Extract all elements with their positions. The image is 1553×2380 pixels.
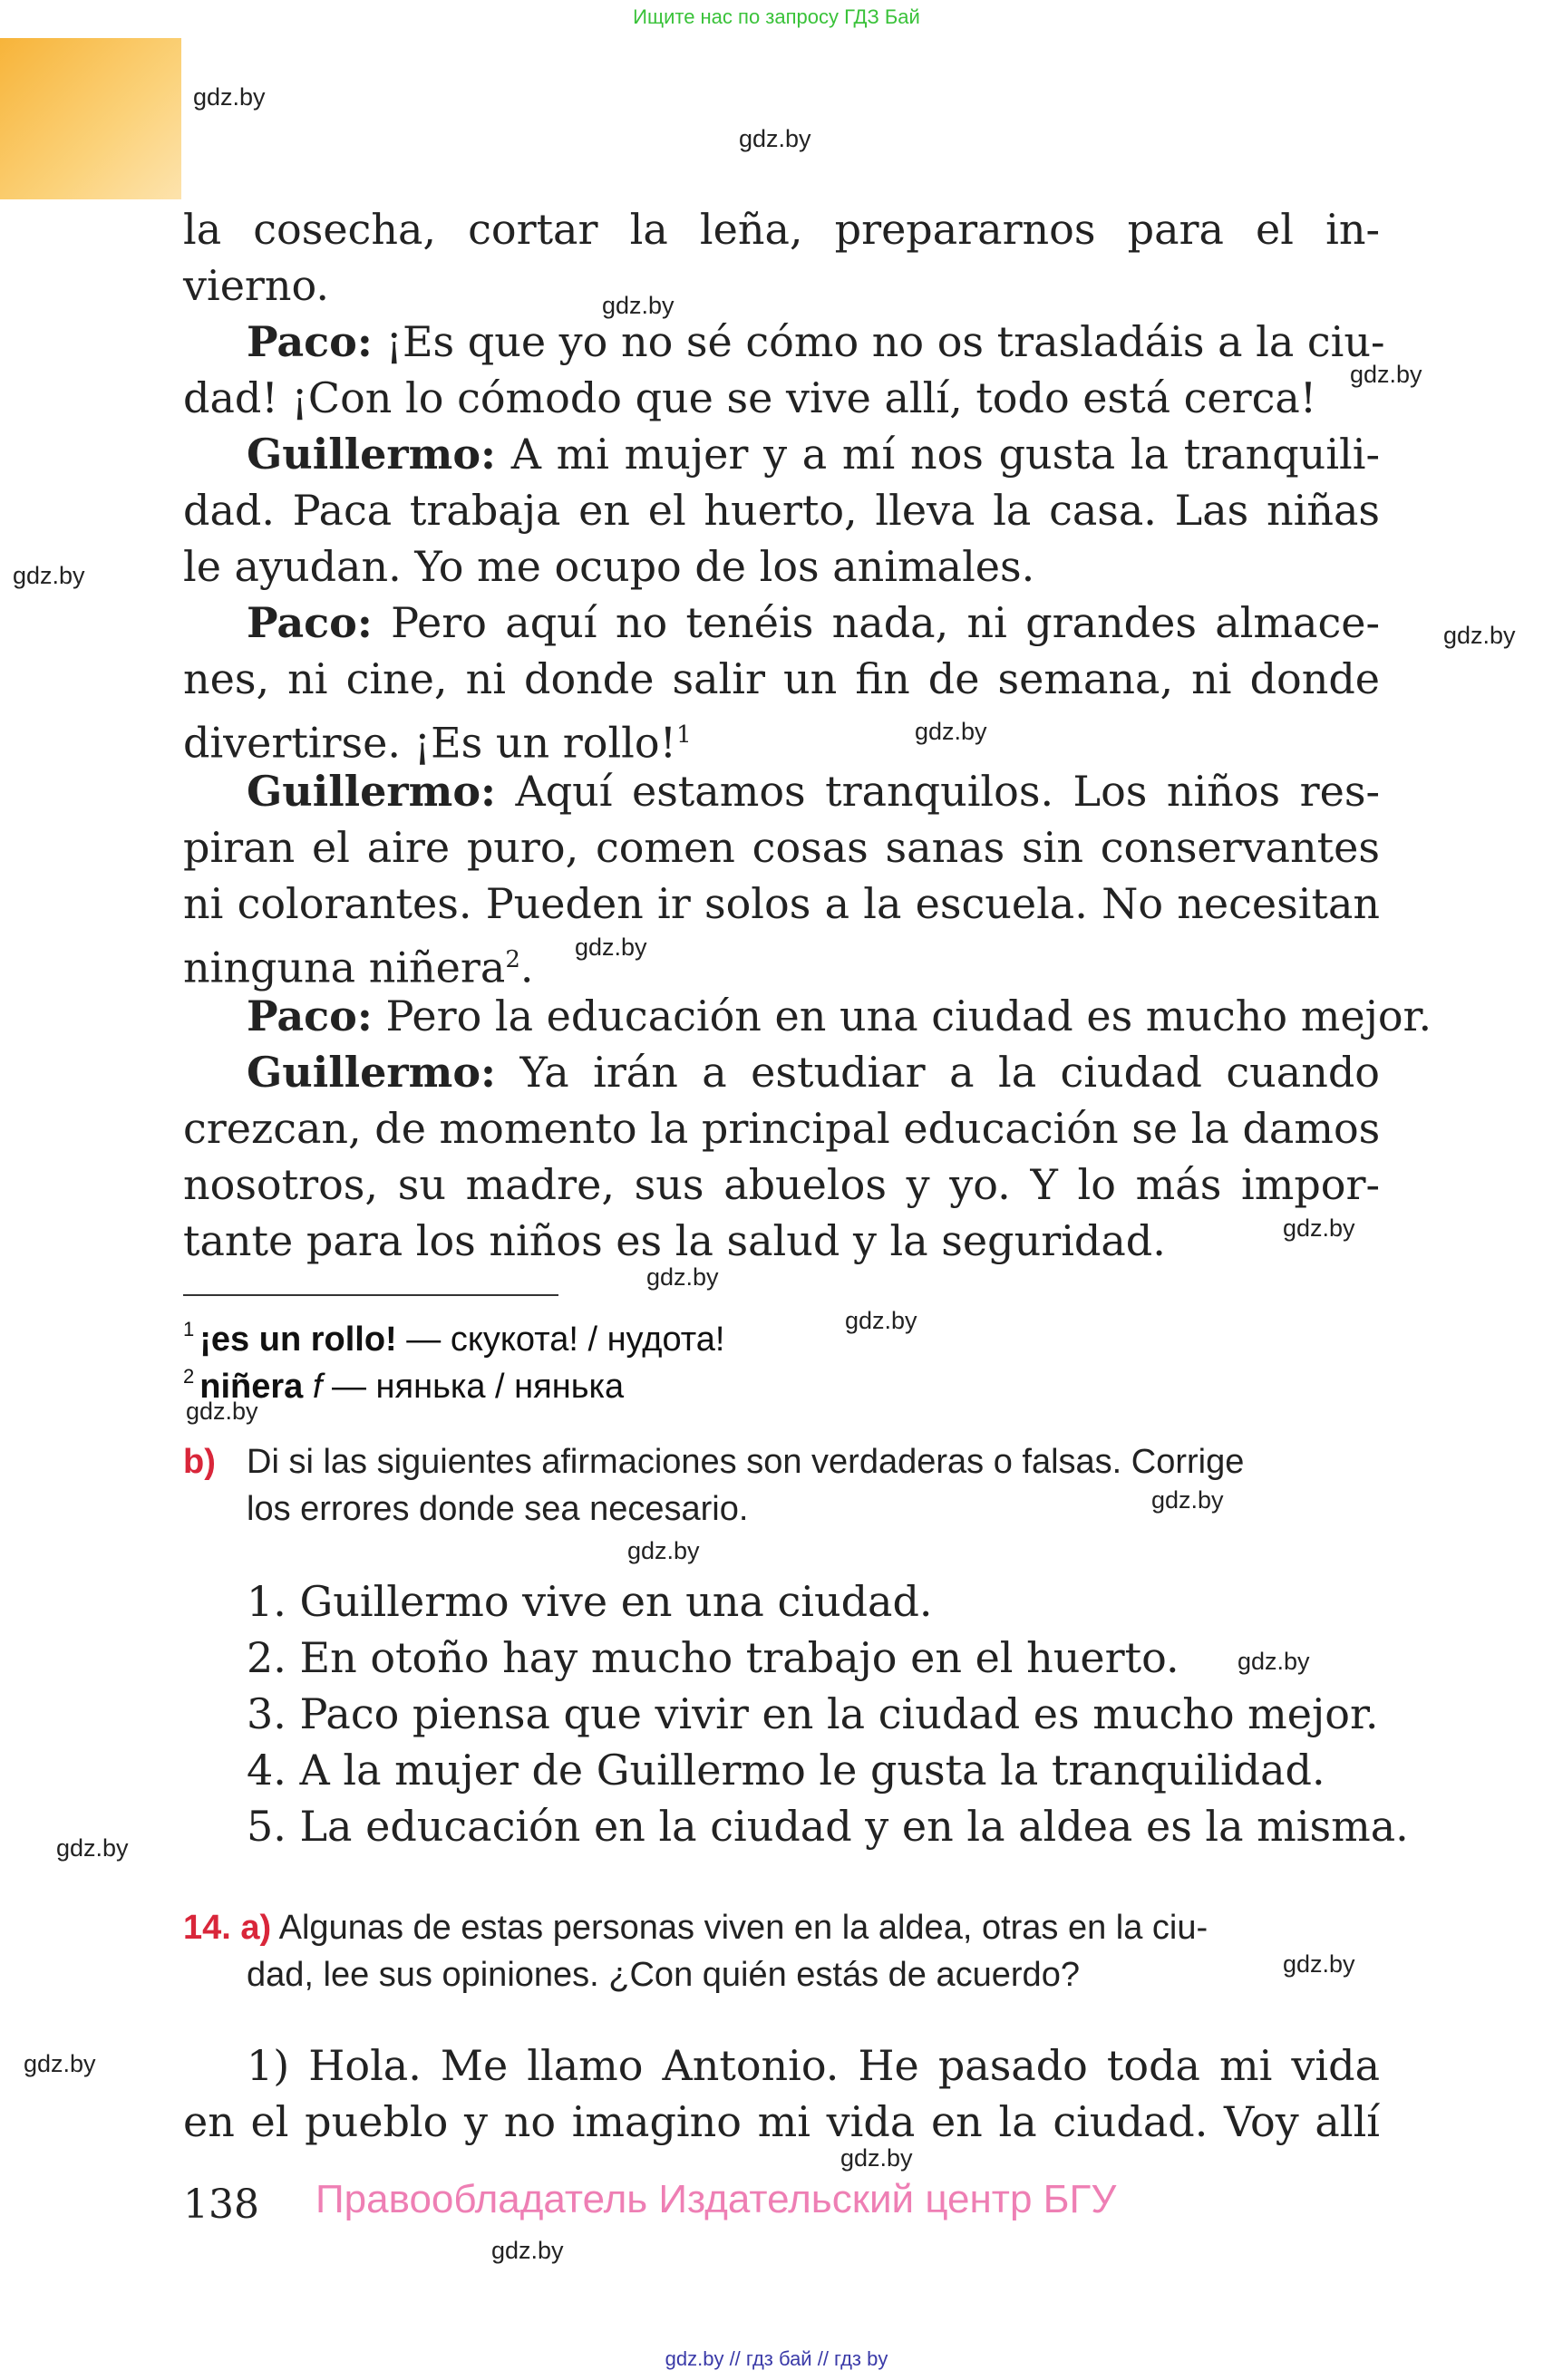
dialogue-line bbox=[247, 314, 1385, 370]
line-text: Aquí estamos tranquilos. Los niños res- bbox=[496, 767, 1380, 816]
watermark: gdz.by bbox=[1283, 1950, 1355, 1978]
watermark: gdz.by bbox=[845, 1307, 917, 1334]
text-line: dad. Paca trabaja en el huerto, lleva la casa. Las niñas bbox=[183, 486, 1380, 535]
dialogue-line bbox=[247, 763, 1380, 819]
line-text: Ya irán a estudiar a la ciudad cuando bbox=[496, 1048, 1380, 1097]
footnote-definition: — нянька / нянька bbox=[322, 1368, 625, 1406]
text-line: dad! ¡Con lo cómodo que se vive allí, todo está cerca! bbox=[183, 373, 1317, 422]
text-line: tante para los niños es la salud y la seguridad. bbox=[183, 1216, 1166, 1265]
speaker-guillermo: Guillermo: bbox=[247, 1048, 496, 1097]
line-text: ¡Es que yo no sé cómo no os trasladáis a la ciu- bbox=[372, 317, 1385, 366]
text-line: crezcan, de momento la principal educación se la damos bbox=[183, 1104, 1381, 1153]
statement-item: 5. La educación en la ciudad y en la aldea es la misma. bbox=[247, 1802, 1409, 1851]
exercise-14-instruction: dad, lee sus opiniones. ¿Con quién estás de acuerdo? bbox=[247, 1956, 1080, 1994]
instruction-text: Algunas de estas personas viven en la aldea, otras en la ciu- bbox=[271, 1909, 1208, 1947]
dialogue-line bbox=[247, 988, 1432, 1044]
dialogue-line bbox=[247, 595, 1380, 651]
watermark: gdz.by bbox=[1350, 361, 1422, 388]
reading-line: en el pueblo y no imagino mi vida en la ciudad. Voy allí bbox=[183, 2097, 1380, 2146]
line-text: ninguna niñera bbox=[183, 943, 506, 992]
watermark: gdz.by bbox=[739, 125, 811, 152]
bottom-links[interactable]: gdz.by // гдз бай // гдз by bbox=[665, 2347, 888, 2370]
watermark: gdz.by bbox=[627, 1537, 700, 1564]
footnote-number: 1 bbox=[183, 1318, 195, 1340]
exercise-b-instruction: Di si las siguientes afirmaciones son verdaderas o falsas. Corrige bbox=[247, 1443, 1245, 1481]
line-text: Pero aquí no tenéis nada, ni grandes almace- bbox=[372, 598, 1380, 647]
footnote-definition: — скукота! / нудота! bbox=[396, 1321, 725, 1359]
text-line: le ayudan. Yo me ocupo de los animales. bbox=[183, 542, 1035, 591]
page-number: 138 bbox=[183, 2182, 259, 2228]
footnote-gender: f bbox=[312, 1368, 323, 1406]
footnote-ref[interactable]: 2 bbox=[505, 946, 520, 973]
statement-item: 1. Guillermo vive en una ciudad. bbox=[247, 1577, 933, 1626]
watermark: gdz.by bbox=[646, 1263, 719, 1291]
footnote-2 bbox=[183, 1354, 624, 1409]
line-text: Pero la educación en una ciudad es mucho mejor. bbox=[372, 992, 1432, 1040]
footnote-divider bbox=[183, 1294, 558, 1296]
reading-line: 1) Hola. Me llamo Antonio. He pasado toda mi vida bbox=[247, 2041, 1380, 2090]
exercise-b-label: b) bbox=[183, 1443, 216, 1481]
line-text: . bbox=[519, 943, 534, 992]
speaker-paco: Paco: bbox=[247, 317, 373, 366]
dialogue-line bbox=[247, 426, 1380, 482]
text-line bbox=[183, 932, 1380, 992]
watermark: gdz.by bbox=[1238, 1648, 1310, 1675]
watermark: gdz.by bbox=[1283, 1214, 1355, 1242]
line-text: divertirse. ¡Es un rollo! bbox=[183, 718, 677, 768]
exercise-b-instruction: los errores donde sea necesario. bbox=[247, 1490, 749, 1528]
text-line: vierno. bbox=[183, 261, 330, 310]
speaker-paco: Paco: bbox=[247, 598, 373, 647]
speaker-guillermo: Guillermo: bbox=[247, 767, 496, 816]
corner-decoration bbox=[0, 38, 181, 199]
watermark: gdz.by bbox=[915, 718, 987, 745]
watermark: gdz.by bbox=[13, 562, 85, 589]
speaker-guillermo: Guillermo: bbox=[247, 430, 496, 479]
watermark: gdz.by bbox=[575, 934, 647, 961]
text-line: la cosecha, cortar la leña, prepararnos para el in- bbox=[183, 205, 1380, 254]
watermark: gdz.by bbox=[840, 2144, 913, 2172]
watermark: gdz.by bbox=[602, 292, 675, 319]
text-line bbox=[183, 707, 1380, 768]
watermark: gdz.by bbox=[186, 1398, 258, 1425]
exercise-number: 14. bbox=[183, 1909, 231, 1947]
watermark: gdz.by bbox=[24, 2050, 96, 2077]
footnote-term: niñera bbox=[199, 1368, 304, 1406]
top-note[interactable]: Ищите нас по запросу ГДЗ Бай bbox=[633, 5, 920, 28]
exercise-14-instruction bbox=[183, 1905, 1208, 1950]
watermark: gdz.by bbox=[56, 1834, 129, 1862]
watermark: gdz.by bbox=[491, 2237, 564, 2264]
statement-item: 4. A la mujer de Guillermo le gusta la tranquilidad. bbox=[247, 1746, 1325, 1795]
statement-item: 3. Paco piensa que vivir en la ciudad es mucho mejor. bbox=[247, 1689, 1379, 1738]
text-line: nosotros, su madre, sus abuelos y yo. Y lo más impor- bbox=[183, 1160, 1380, 1209]
dialogue-line bbox=[247, 1044, 1380, 1100]
text-line: ni colorantes. Pueden ir solos a la escuela. No necesitan bbox=[183, 879, 1380, 928]
statement-item: 2. En otoño hay mucho trabajo en el huerto. bbox=[247, 1633, 1179, 1682]
watermark: gdz.by bbox=[1443, 622, 1516, 649]
text-line: nes, ni cine, ni donde salir un fin de semana, ni donde bbox=[183, 654, 1380, 703]
watermark: gdz.by bbox=[193, 83, 266, 111]
footnote-number: 2 bbox=[183, 1365, 195, 1388]
footnote-ref[interactable]: 1 bbox=[676, 721, 692, 749]
copyright-owner: Правообладатель Издательский центр БГУ bbox=[315, 2177, 1117, 2221]
watermark: gdz.by bbox=[1151, 1486, 1224, 1514]
speaker-paco: Paco: bbox=[247, 992, 373, 1040]
exercise-label: a) bbox=[240, 1909, 272, 1947]
text-line: piran el aire puro, comen cosas sanas sin conservantes bbox=[183, 823, 1380, 872]
footnote-term: ¡es un rollo! bbox=[199, 1321, 397, 1359]
line-text: A mi mujer y a mí nos gusta la tranquili- bbox=[496, 430, 1380, 479]
